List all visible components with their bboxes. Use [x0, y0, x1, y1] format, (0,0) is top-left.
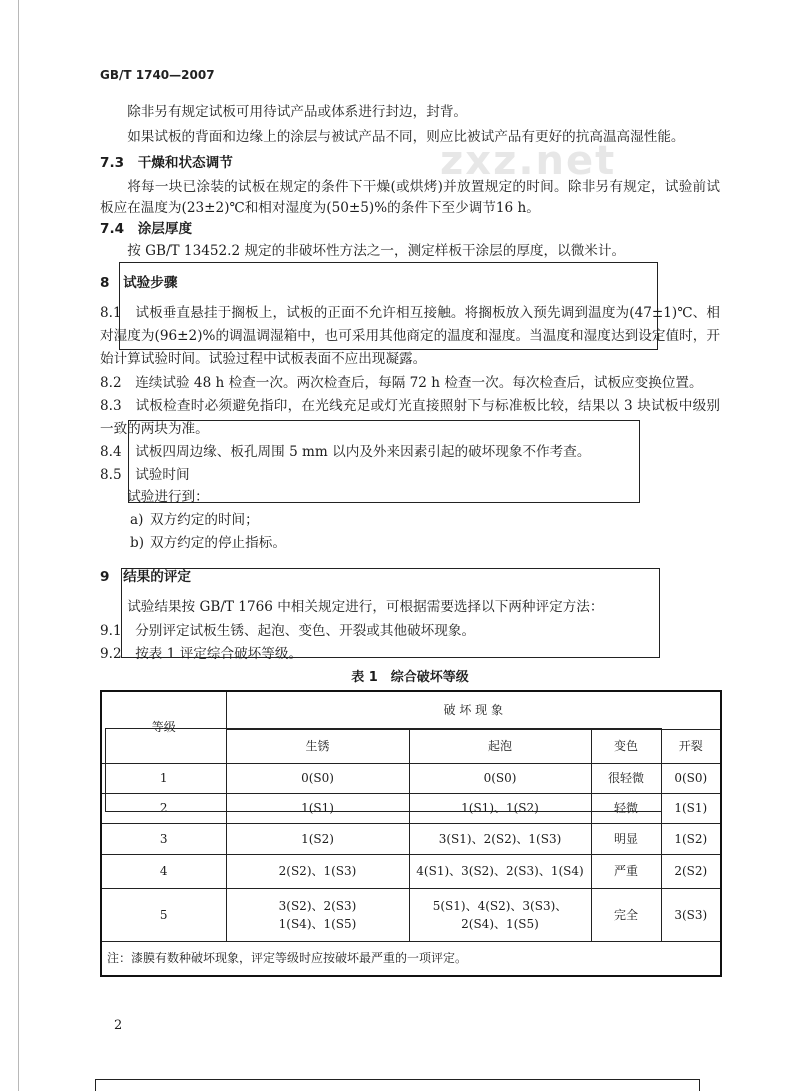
- header-crack: 开裂: [661, 729, 721, 763]
- clause-text: 按表 1 评定综合破坏等级。: [135, 646, 303, 662]
- table-row: [101, 854, 721, 888]
- clause-9-2: [100, 643, 720, 666]
- scan-edge: [18, 0, 19, 1091]
- table-caption: 表 1 综合破坏等级: [351, 670, 469, 685]
- clause-number: 8.5: [100, 467, 122, 483]
- cell-line: 2(S4)、1(S5): [461, 916, 539, 931]
- list-text: 双方约定的时间；: [150, 512, 259, 528]
- paragraph-7-4: 按 GB/T 13452.2 规定的非破坏性方法之一，测定样板干涂层的厚度，以微米计。: [127, 243, 626, 259]
- cell-rust: [226, 888, 409, 941]
- paragraph-8-5: 试验进行到：: [127, 489, 209, 505]
- paragraph-7-3: 将每一块已涂装的试板在规定的条件下干燥(或烘烤)并放置规定的时间。除非另有规定，试验前试板应在温度为(23±2)℃和相对湿度为(50±5)%的条件下至少调节16 h。: [100, 179, 720, 216]
- heading-number: 9: [100, 569, 110, 585]
- clause-number: 8.4: [100, 444, 122, 460]
- heading-7-3: [100, 152, 720, 175]
- list-marker: b): [130, 535, 145, 551]
- clause-8-3: [100, 395, 720, 441]
- heading-title: 干燥和状态调节: [137, 155, 233, 171]
- cell-grade: 2: [101, 793, 226, 823]
- header-damage-group: 破 坏 现 象: [226, 691, 721, 729]
- clause-text: 分别评定试板生锈、起泡、变色、开裂或其他破坏现象。: [135, 623, 476, 639]
- clause-8-1: [100, 302, 720, 371]
- table-row: [101, 823, 721, 854]
- cell-line: 5(S1)、4(S2)、3(S3)、: [432, 898, 568, 913]
- damage-grade-table: [100, 690, 722, 977]
- paragraph-back-coating: 如果试板的背面和边缘上的涂层与被试产品不同，则应比被试产品有更好的抗高温高湿性能。: [127, 129, 685, 145]
- clause-number: 8.3: [100, 398, 122, 414]
- clause-number: 8.1: [100, 305, 122, 321]
- cell-rust: 2(S2)、1(S3): [226, 854, 409, 888]
- cell-grade: 3: [101, 823, 226, 854]
- cell-discolor: 完全: [591, 888, 661, 941]
- table-row: [101, 888, 721, 941]
- cell-rust: 0(S0): [226, 763, 409, 793]
- cell-grade: 1: [101, 763, 226, 793]
- list-item: [130, 509, 720, 532]
- heading-9: [100, 566, 720, 589]
- clause-8-4: [100, 441, 720, 464]
- clause-number: 9.1: [100, 623, 122, 639]
- heading-8-5: [100, 464, 720, 487]
- bottom-frame: [95, 1079, 700, 1091]
- heading-7-4: [100, 218, 720, 241]
- heading-title: 试验步骤: [123, 275, 178, 291]
- list-item: [130, 532, 720, 555]
- clause-number: 9.2: [100, 646, 122, 662]
- clause-text: 连续试验 48 h 检查一次。两次检查后，每隔 72 h 检查一次。每次检查后，试板应变换位置。: [135, 375, 703, 391]
- cell-blister: 0(S0): [409, 763, 591, 793]
- header-blister: 起泡: [409, 729, 591, 763]
- table-note: 注：漆膜有数种破坏现象，评定等级时应按破坏最严重的一项评定。: [101, 941, 721, 976]
- cell-grade: 4: [101, 854, 226, 888]
- cell-discolor: 轻微: [591, 793, 661, 823]
- cell-crack: 0(S0): [661, 763, 721, 793]
- cell-blister: 4(S1)、3(S2)、2(S3)、1(S4): [409, 854, 591, 888]
- heading-title: 涂层厚度: [137, 221, 193, 237]
- clause-text: 试板垂直悬挂于搁板上，试板的正面不允许相互接触。将搁板放入预先调到温度为(47±1)℃、相对湿度为(96±2)%的调温调湿箱中，也可采用其他商定的温度和湿度。当温度和湿度达到设定值时，开始计算试验时间。试验过程中试板表面不应出现凝露。: [100, 305, 720, 367]
- heading-number: 7.4: [100, 221, 125, 237]
- cell-grade: 5: [101, 888, 226, 941]
- heading-title: 结果的评定: [123, 569, 192, 585]
- cell-line: 3(S2)、2(S3): [278, 898, 357, 913]
- heading-number: 7.3: [100, 155, 125, 171]
- header-grade: 等级: [101, 691, 226, 763]
- page-number: 2: [114, 1018, 123, 1033]
- cell-discolor: 明显: [591, 823, 661, 854]
- paragraph-seal-edges: 除非另有规定试板可用待试产品或体系进行封边，封背。: [127, 104, 468, 120]
- list-marker: a): [130, 512, 144, 528]
- heading-number: 8: [100, 275, 110, 291]
- table-header-row: [101, 691, 721, 729]
- clause-number: 8.2: [100, 375, 122, 391]
- header-rust: 生锈: [226, 729, 409, 763]
- table-row: [101, 793, 721, 823]
- clause-title: 试验时间: [135, 467, 190, 483]
- cell-rust: 1(S1): [226, 793, 409, 823]
- cell-crack: 2(S2): [661, 854, 721, 888]
- cell-discolor: 严重: [591, 854, 661, 888]
- clause-text: 试板四周边缘、板孔周围 5 mm 以内及外来因素引起的破坏现象不作考查。: [135, 444, 591, 460]
- clause-9-1: [100, 620, 720, 643]
- heading-8: [100, 272, 720, 295]
- paragraph-9: 试验结果按 GB/T 1766 中相关规定进行，可根据需要选择以下两种评定方法：: [127, 599, 604, 615]
- cell-rust: 1(S2): [226, 823, 409, 854]
- watermark: zxz.net: [440, 138, 617, 184]
- cell-crack: 1(S1): [661, 793, 721, 823]
- table-note-row: [101, 941, 721, 976]
- header-discolor: 变色: [591, 729, 661, 763]
- clause-text: 试板检查时必须避免指印，在光线充足或灯光直接照射下与标准板比较，结果以 3 块试板中级别一致的两块为准。: [100, 398, 720, 437]
- clause-8-2: [100, 372, 720, 395]
- cell-discolor: 很轻微: [591, 763, 661, 793]
- cell-line: 1(S4)、1(S5): [278, 916, 357, 931]
- cell-blister: [409, 888, 591, 941]
- cell-blister: 1(S1)、1(S2): [409, 793, 591, 823]
- cell-blister: 3(S1)、2(S2)、1(S3): [409, 823, 591, 854]
- table-row: [101, 763, 721, 793]
- list-text: 双方约定的停止指标。: [150, 535, 286, 551]
- standard-code-header: GB/T 1740—2007: [100, 68, 215, 82]
- cell-crack: 1(S2): [661, 823, 721, 854]
- cell-crack: 3(S3): [661, 888, 721, 941]
